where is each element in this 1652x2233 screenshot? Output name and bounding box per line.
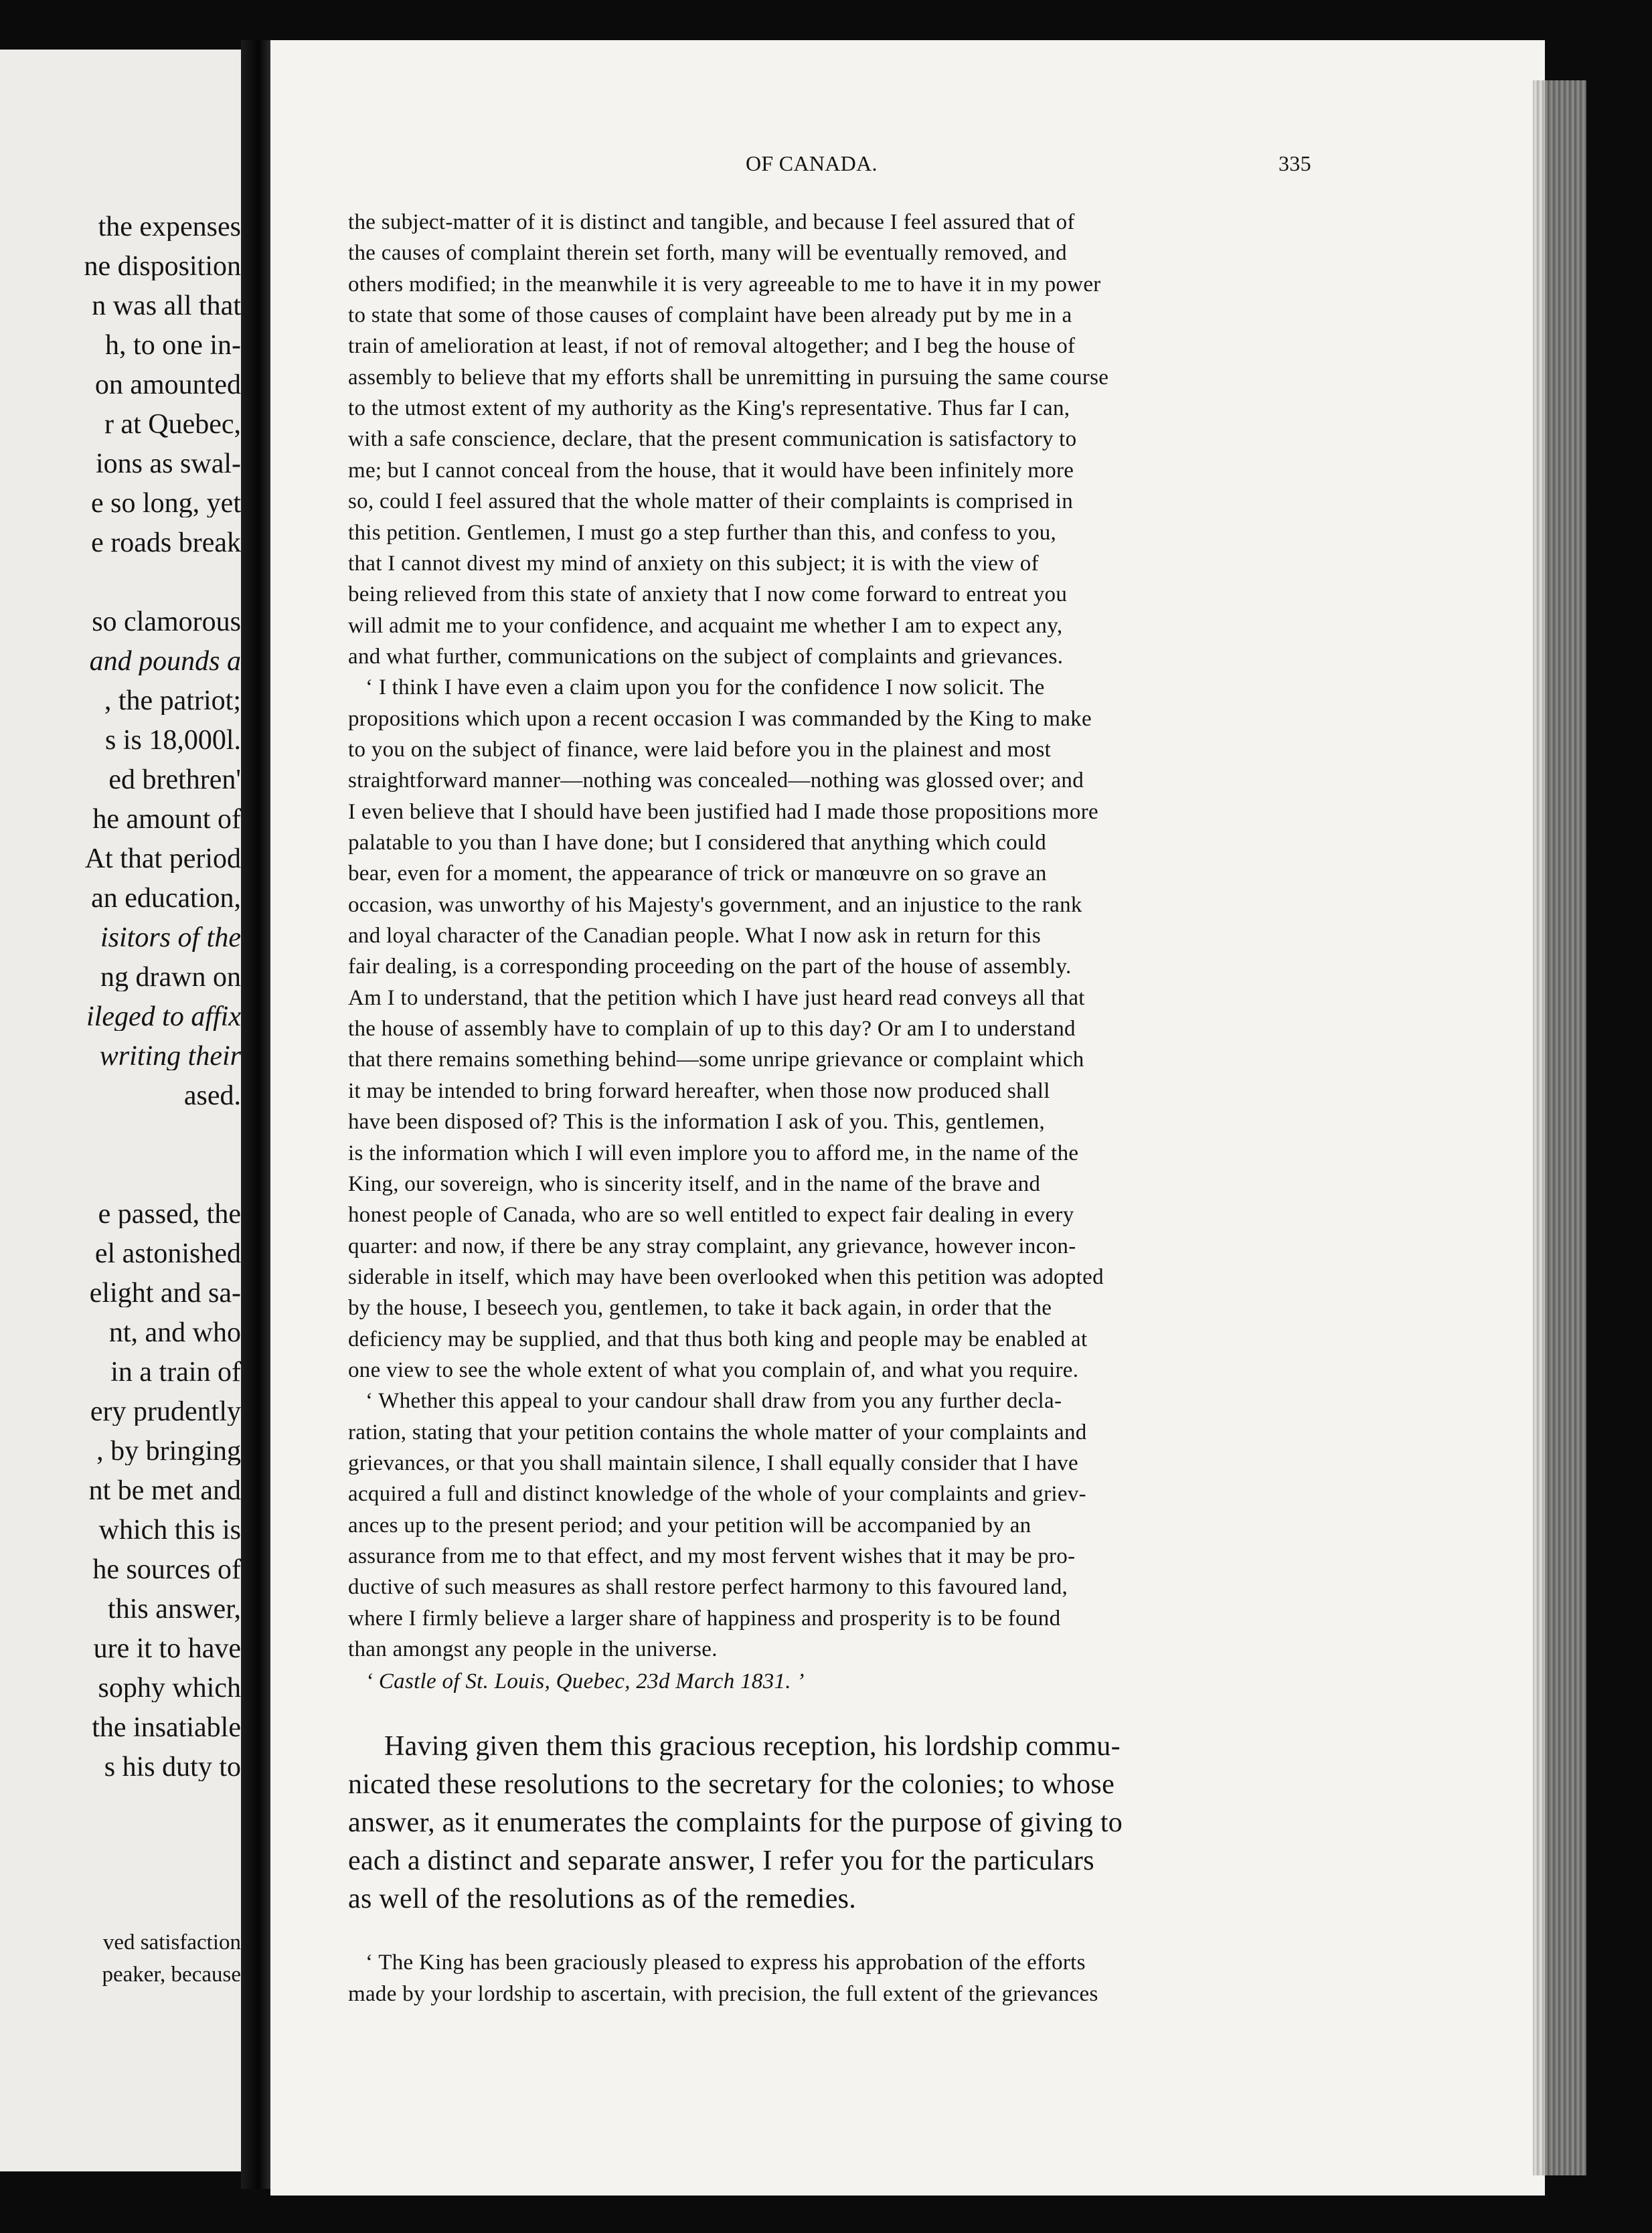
left-page-line: s is 18,000l. bbox=[104, 726, 241, 754]
quote-line: ration, stating that your petition contains the whole matter of your complaints and bbox=[348, 1422, 1087, 1444]
quote-line: propositions which upon a recent occasion I was commanded by the King to make bbox=[348, 708, 1092, 730]
left-page-line: ery prudently bbox=[90, 1398, 241, 1426]
body-line: each a distinct and separate answer, I refer you for the particulars bbox=[348, 1847, 1094, 1875]
book-gutter bbox=[241, 40, 270, 2189]
left-page-line: ed brethren' bbox=[108, 766, 241, 794]
left-page-line: ure it to have bbox=[93, 1635, 241, 1663]
left-page-line: the expenses bbox=[98, 213, 241, 241]
left-page-line: e roads break bbox=[91, 529, 241, 557]
quote-line: by the house, I beseech you, gentlemen, to take it back again, in order that the bbox=[348, 1297, 1052, 1319]
quote-line: than amongst any people in the universe. bbox=[348, 1639, 718, 1661]
quote-line: is the information which I will even implore you to afford me, in the name of the bbox=[348, 1143, 1079, 1165]
left-page-line: writing their bbox=[99, 1042, 241, 1070]
left-page-line: e so long, yet bbox=[91, 489, 241, 517]
left-page-line: he sources of bbox=[92, 1556, 241, 1584]
quote-line: the subject-matter of it is distinct and tangible, and because I feel assured that of bbox=[348, 212, 1075, 234]
body-line: nicated these resolutions to the secretary for the colonies; to whose bbox=[348, 1770, 1115, 1799]
quote-line: to you on the subject of finance, were laid before you in the plainest and most bbox=[348, 739, 1052, 761]
body-line: Having given them this gracious reception, his lordship commu- bbox=[384, 1732, 1121, 1760]
quote-line: and what further, communications on the subject of complaints and grievances. bbox=[348, 646, 1064, 668]
left-page-line: and pounds a bbox=[89, 647, 241, 675]
quote-line: the house of assembly have to complain of up to this day? Or am I to understand bbox=[348, 1018, 1076, 1040]
quote-line: straightforward manner—nothing was concealed—nothing was glossed over; and bbox=[348, 770, 1084, 792]
quote-line: others modified; in the meanwhile it is very agreeable to me to have it in my power bbox=[348, 274, 1101, 296]
left-page-line: ved satisfaction bbox=[102, 1932, 241, 1954]
left-page-line: on amounted bbox=[94, 371, 241, 399]
quote-line: will admit me to your confidence, and acquaint me whether I am to expect any, bbox=[348, 615, 1063, 637]
quote-line: honest people of Canada, who are so well entitled to expect fair dealing in every bbox=[348, 1204, 1074, 1226]
quote-line: train of amelioration at least, if not of removal altogether; and I beg the house of bbox=[348, 335, 1076, 357]
quote-line: grievances, or that you shall maintain silence, I shall equally consider that I have bbox=[348, 1453, 1078, 1475]
quote-line: have been disposed of? This is the information I ask of you. This, gentlemen, bbox=[348, 1111, 1046, 1133]
quote-line: and loyal character of the Canadian people. What I now ask in return for this bbox=[348, 925, 1042, 947]
left-page-line: e passed, the bbox=[98, 1200, 241, 1228]
left-page-line: so clamorous bbox=[92, 608, 241, 636]
quote-line: one view to see the whole extent of what you complain of, and what you require. bbox=[348, 1359, 1079, 1382]
quote-line: that I cannot divest my mind of anxiety on this subject; it is with the view of bbox=[348, 553, 1039, 575]
left-page-line: elight and sa- bbox=[89, 1279, 241, 1307]
left-page-line: n was all that bbox=[92, 292, 241, 320]
left-page-line: which this is bbox=[98, 1516, 241, 1544]
quote-line: King, our sovereign, who is sincerity itself, and in the name of the brave and bbox=[348, 1173, 1041, 1195]
page-edges bbox=[1533, 80, 1586, 2175]
quote-line: bear, even for a moment, the appearance of trick or manœuvre on so grave an bbox=[348, 863, 1047, 885]
quote-line: deficiency may be supplied, and that thus both king and people may be enabled at bbox=[348, 1329, 1088, 1351]
left-page-line: s his duty to bbox=[104, 1753, 241, 1781]
quote-line: ductive of such measures as shall restore perfect harmony to this favoured land, bbox=[348, 1576, 1068, 1598]
left-page-line: in a train of bbox=[110, 1358, 241, 1386]
left-page-line: nt, and who bbox=[108, 1319, 241, 1347]
body-line: as well of the resolutions as of the remedies. bbox=[348, 1885, 857, 1913]
right-page bbox=[270, 40, 1545, 2196]
quote-line: occasion, was unworthy of his Majesty's government, and an injustice to the rank bbox=[348, 894, 1082, 916]
left-page-line: the insatiable bbox=[92, 1714, 241, 1742]
quote-line: ‘ I think I have even a claim upon you for the confidence I now solicit. The bbox=[365, 677, 1045, 699]
left-page-line: ng drawn on bbox=[100, 963, 241, 991]
quote-line: palatable to you than I have done; but I considered that anything which could bbox=[348, 832, 1047, 854]
left-page-line: At that period bbox=[84, 845, 241, 873]
quote-line: I even believe that I should have been justified had I made those propositions more bbox=[348, 801, 1098, 823]
quote-line: so, could I feel assured that the whole matter of their complaints is comprised in bbox=[348, 491, 1074, 513]
quote-line: siderable in itself, which may have been overlooked when this petition was adopted bbox=[348, 1266, 1104, 1289]
left-page-line: an education, bbox=[91, 884, 241, 912]
quote-line: that there remains something behind—some unripe grievance or complaint which bbox=[348, 1049, 1084, 1071]
left-page-line: r at Quebec, bbox=[104, 410, 241, 438]
quote-line: assembly to believe that my efforts shall be unremitting in pursuing the same course bbox=[348, 367, 1109, 389]
quote-line: ances up to the present period; and your petition will be accompanied by an bbox=[348, 1515, 1031, 1537]
left-page-line: this answer, bbox=[108, 1595, 241, 1623]
signature-line: ‘ Castle of St. Louis, Quebec, 23d March 1831. ’ bbox=[365, 1671, 805, 1693]
left-page-line: ne disposition bbox=[84, 252, 241, 280]
left-page-line: peaker, because bbox=[102, 1964, 241, 1986]
left-page bbox=[0, 50, 241, 2171]
left-page-line: isitors of the bbox=[100, 924, 241, 952]
quote-line: the causes of complaint therein set forth, many will be eventually removed, and bbox=[348, 242, 1067, 264]
left-page-line: sophy which bbox=[98, 1674, 241, 1702]
quote-line: Am I to understand, that the petition which I have just heard read conveys all that bbox=[348, 987, 1085, 1009]
left-page-line: nt be met and bbox=[88, 1477, 241, 1505]
left-page-line: el astonished bbox=[94, 1240, 241, 1268]
quote-line: with a safe conscience, declare, that the present communication is satisfactory to bbox=[348, 428, 1077, 450]
quote-line: where I firmly believe a larger share of happiness and prosperity is to be found bbox=[348, 1608, 1061, 1630]
quote-line: being relieved from this state of anxiety that I now come forward to entreat you bbox=[348, 584, 1068, 606]
quote-line: this petition. Gentlemen, I must go a step further than this, and confess to you, bbox=[348, 522, 1057, 544]
left-page-line: ions as swal- bbox=[96, 450, 241, 478]
quote-line: to the utmost extent of my authority as the King's representative. Thus far I can, bbox=[348, 398, 1070, 420]
running-head: OF CANADA. bbox=[746, 153, 878, 174]
body-line: answer, as it enumerates the complaints for the purpose of giving to bbox=[348, 1809, 1123, 1837]
left-page-line: h, to one in- bbox=[105, 331, 241, 359]
left-page-line: , by bringing bbox=[96, 1437, 241, 1465]
left-page-line: ileged to affix bbox=[86, 1003, 241, 1031]
quote-line: quarter: and now, if there be any stray complaint, any grievance, however incon- bbox=[348, 1236, 1076, 1258]
quote-line: acquired a full and distinct knowledge of the whole of your complaints and griev- bbox=[348, 1483, 1086, 1505]
quote-line: ‘ Whether this appeal to your candour shall draw from you any further decla- bbox=[365, 1390, 1062, 1412]
left-page-line: ased. bbox=[183, 1082, 241, 1110]
quote-line: to state that some of those causes of complaint have been already put by me in a bbox=[348, 305, 1072, 327]
left-page-line: he amount of bbox=[92, 805, 241, 833]
quote-line: it may be intended to bring forward hereafter, when those now produced shall bbox=[348, 1080, 1050, 1102]
left-page-line: , the patriot; bbox=[104, 687, 241, 715]
quote-line: me; but I cannot conceal from the house, that it would have been infinitely more bbox=[348, 460, 1074, 482]
quote-line: fair dealing, is a corresponding proceeding on the part of the house of assembly. bbox=[348, 956, 1072, 978]
page-number: 335 bbox=[1278, 153, 1311, 174]
quote-line: assurance from me to that effect, and my most fervent wishes that it may be pro- bbox=[348, 1546, 1076, 1568]
closing-quote-line: ‘ The King has been graciously pleased to express his approbation of the efforts bbox=[365, 1952, 1086, 1974]
closing-quote-line: made by your lordship to ascertain, with precision, the full extent of the grievances bbox=[348, 1983, 1098, 2005]
